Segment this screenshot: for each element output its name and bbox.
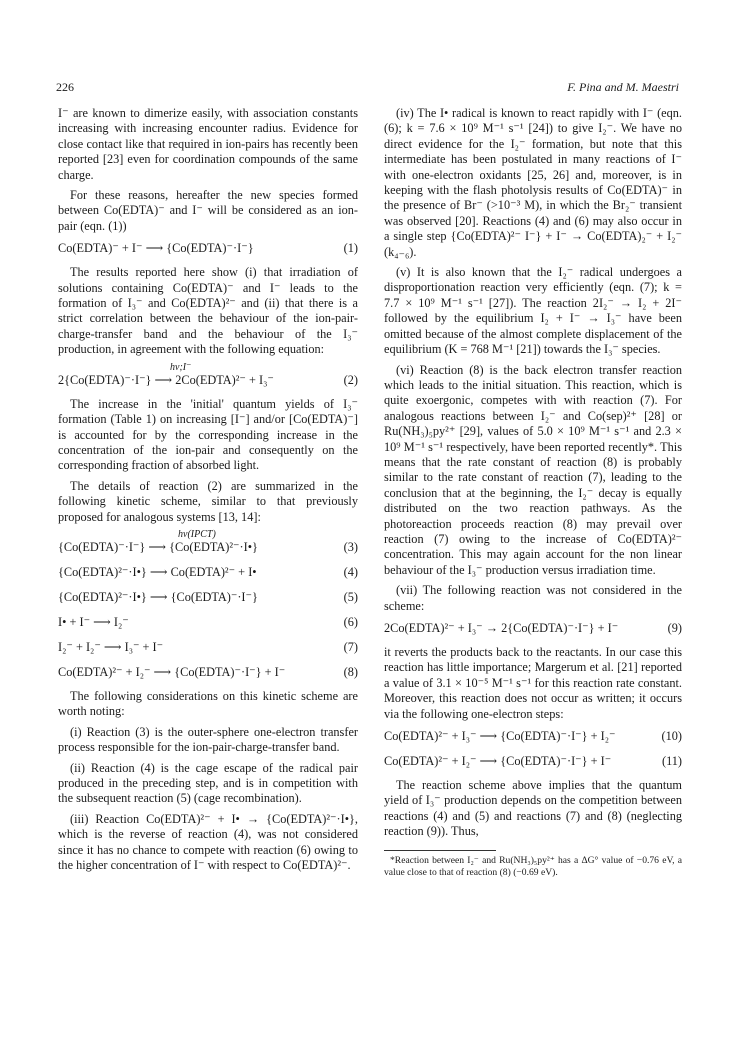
equation-number: (5) (343, 589, 358, 604)
equation-4 (58, 564, 358, 580)
paragraph: (vi) Reaction (8) is the back electron transfer reaction which leads to the initial situation. This reaction, which is quite exoergonic, competes with with reaction (7). For analogous reactions between I₂⁻ and Co(sep)²⁺ [28] or Ru(NH₃)₅py²⁺ [29], values of 5.0 × 10⁹ M⁻¹ s⁻¹ and 2.3 × 10⁹ M⁻¹ s⁻¹ respectively, have been reported recently*. This means that the rate constant of reaction (8) is probably similar to the rate constant of reaction (7), leading to the conclusion that at the beginning, the I₂⁻ decay is equally distributed on the two reaction pathways. As the photoreaction proceeds reaction (8) may prevail over reaction (7) owing to the increase of Co(EDTA)²⁻ concentration. This may again account for the non linear behaviour of the I₃⁻ production versus irradiation time. (384, 362, 682, 577)
equation-number: (10) (661, 729, 682, 744)
equation-number: (6) (343, 614, 358, 629)
equation-number: (11) (661, 754, 682, 769)
equation-text: Co(EDTA)⁻ + I⁻ ⟶ {Co(EDTA)⁻·I⁻} (58, 241, 254, 256)
equation-number: (9) (667, 621, 682, 635)
footnote: *Reaction between I₂⁻ and Ru(NH₃)₅py²⁺ has a ΔG° value of −0.76 eV, a value close to that of reaction (8) (−0.69 eV). (384, 854, 682, 879)
paragraph: The details of reaction (2) are summarized in the following kinetic scheme, similar to that previously proposed for analogous systems [13, 14]: (58, 478, 358, 524)
equation-text: I• + I⁻ ⟶ I₂⁻ (58, 614, 129, 629)
equation-7 (58, 639, 358, 655)
equation-number: (4) (343, 564, 358, 579)
paragraph: The reaction scheme above implies that the quantum yield of I₃⁻ production depends on the competition between reactions (4) and (5) and reactions (7) and (8) (neglecting reaction (9)). Thus, (384, 778, 682, 839)
equation-5 (58, 589, 358, 605)
equation-number: (1) (343, 241, 358, 256)
equation-8 (58, 664, 358, 680)
equation-text: {Co(EDTA)²⁻·I•} ⟶ Co(EDTA)²⁻ + I• (58, 564, 257, 579)
equation-text: {Co(EDTA)⁻·I⁻} ⟶ {Co(EDTA)²⁻·I•} (58, 539, 258, 554)
paragraph: (v) It is also known that the I₂⁻ radical undergoes a disproportionation reaction very efficiently (eqn. (7); k = 7.7 × 10⁹ M⁻¹ s⁻¹ [27]). The reaction 2I₂⁻ → I₂ + 2I⁻ followed by the equilibrium I₂ + I⁻ → I₃⁻ have been omitted because of the almost complete displacement of the equilibrium (K = 768 M⁻¹ [21]) towards the I₃⁻ species. (384, 265, 682, 357)
equation-2 (58, 361, 358, 388)
arrow-condition: hν;I⁻ (170, 361, 192, 373)
equation-number: (7) (343, 639, 358, 654)
paragraph: The results reported here show (i) that irradiation of solutions containing Co(EDTA)⁻ and I⁻ leads to the formation of I₃⁻ and Co(EDTA)²⁻ and (ii) that there is a strict correlation between the behaviour of the ion-pair-charge-transfer band and the behaviour of the I₃⁻ production, in agreement with the following equation: (58, 265, 358, 357)
paragraph: (iv) The I• radical is known to react rapidly with I⁻ (eqn. (6); k = 7.6 × 10⁹ M⁻¹ s⁻¹ [24]) to give I₂⁻. We have no direct evidence for the I₂⁻ formation, but note that this intermediate has been postulated in many reactions of I⁻ with one-electron oxidants [25, 26] and, moreover, is in keeping with the flash photolysis results of Co(EDTA)⁻ in the presence of Br⁻ (>10⁻³ M), in which the Br₂⁻ transient was observed [20]. Reactions (4) and (6) may also occur in a single step {Co(EDTA)²⁻ I⁻} + I⁻ → Co(EDTA)₂⁻ + I₂⁻ (k₄₋₆). (384, 106, 682, 259)
equation-text: Co(EDTA)²⁻ + I₂⁻ ⟶ {Co(EDTA)⁻·I⁻} + I⁻ (384, 754, 612, 769)
paragraph: The increase in the 'initial' quantum yields of I₃⁻ formation (Table 1) on increasing [I⁻] and/or [Co(EDTA)⁻] is accounted for by the corresponding increase in the concentration of the ion-pair and consequently on the corresponding fraction of absorbed light. (58, 396, 358, 473)
page-number: 226 (56, 80, 74, 94)
footnote-rule (384, 850, 496, 851)
paragraph: (i) Reaction (3) is the outer-sphere one-electron transfer process responsible for the ion-pair-charge-transfer band. (58, 724, 358, 755)
equation-text: {Co(EDTA)²⁻·I•} ⟶ {Co(EDTA)⁻·I⁻} (58, 589, 258, 604)
equation-text: 2{Co(EDTA)⁻·I⁻} ⟶ 2Co(EDTA)²⁻ + I₃⁻ (58, 372, 274, 387)
paragraph: (iii) Reaction Co(EDTA)²⁻ + I• → {Co(EDTA)²⁻·I•}, which is the reverse of reaction (4), was not considered since it has no chance to compete with reaction (6) owing to the higher concentration of I⁻ with respect to Co(EDTA)²⁻. (58, 811, 358, 872)
paragraph: (vii) The following reaction was not considered in the scheme: (384, 583, 682, 613)
equation-9 (384, 620, 682, 636)
equation-6 (58, 614, 358, 630)
equation-number: (2) (343, 372, 358, 387)
left-column (58, 106, 358, 878)
paragraph: it reverts the products back to the reactants. In our case this reaction has little importance; Margerum et al. [21] reported a value of 3.1 × 10⁻⁵ M⁻¹ s⁻¹ for this reaction rate constant. Moreover, this reaction does not occur as written; it occurs via the following one-electron steps: (384, 645, 682, 721)
equation-3 (58, 528, 358, 555)
equation-text: 2Co(EDTA)²⁻ + I₃⁻ → 2{Co(EDTA)⁻·I⁻} + I⁻ (384, 621, 619, 635)
arrow-condition: hν(IPCT) (178, 528, 216, 540)
equation-10 (384, 728, 682, 744)
running-header-authors: F. Pina and M. Maestri (567, 80, 679, 94)
equation-number: (8) (343, 664, 358, 679)
equation-number: (3) (343, 539, 358, 554)
paragraph: The following considerations on this kinetic scheme are worth noting: (58, 688, 358, 719)
paragraph: (ii) Reaction (4) is the cage escape of the radical pair produced in the preceding step, and is in competition with the subsequent reaction (5) (cage recombination). (58, 760, 358, 806)
equation-11 (384, 753, 682, 769)
paragraph: For these reasons, hereafter the new species formed between Co(EDTA)⁻ and I⁻ will be considered as an ion-pair (eqn. (1)) (58, 188, 358, 233)
equation-text: Co(EDTA)²⁻ + I₃⁻ ⟶ {Co(EDTA)⁻·I⁻} + I₂⁻ (384, 729, 616, 744)
equation-1 (58, 240, 358, 256)
right-column (384, 106, 682, 880)
equation-text: Co(EDTA)²⁻ + I₂⁻ ⟶ {Co(EDTA)⁻·I⁻} + I⁻ (58, 664, 286, 679)
equation-text: I₂⁻ + I₂⁻ ⟶ I₃⁻ + I⁻ (58, 639, 164, 654)
paragraph: I⁻ are known to dimerize easily, with association constants increasing with increasing encounter radius. Evidence for close contact like that required in ion-pairs has recently been reported [23] even for coordination compounds of the same charge. (58, 106, 358, 182)
